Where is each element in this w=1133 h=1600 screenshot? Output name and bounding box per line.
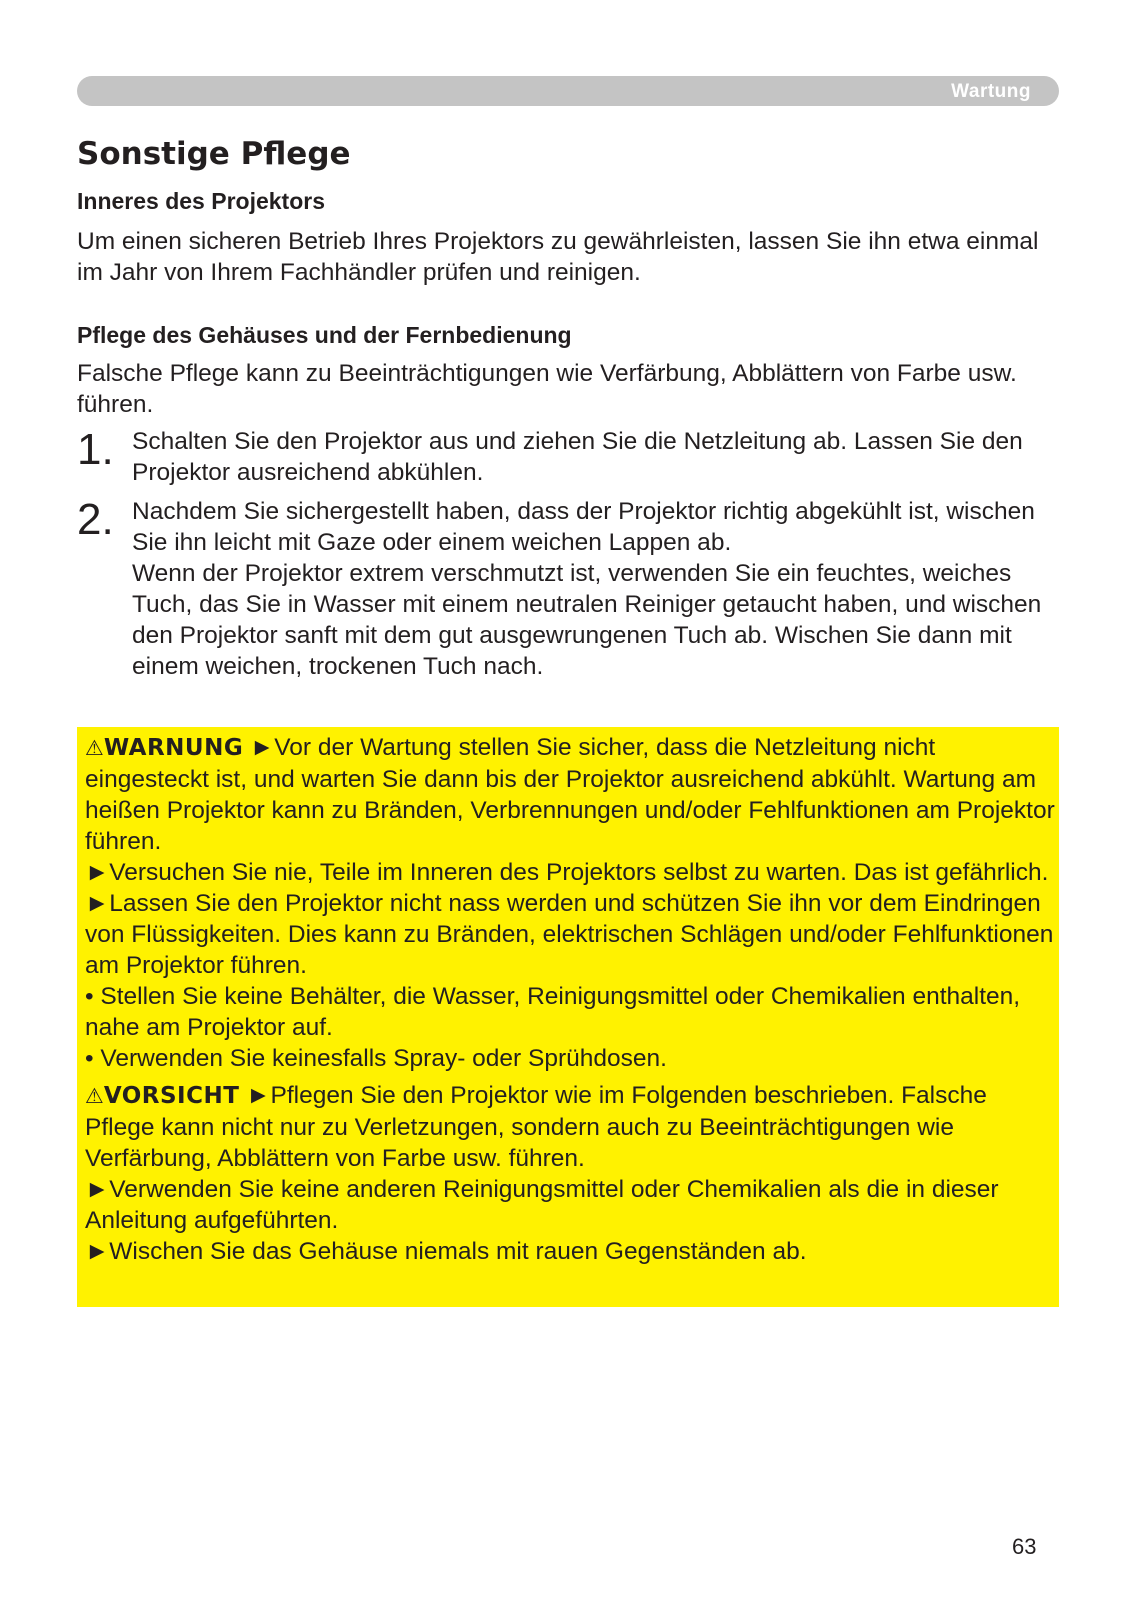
inner-paragraph: Um einen sicheren Betrieb Ihres Projektors zu gewährleisten, lassen Sie ihn etwa einmal im Jahr von Ihrem Fachhändler prüfen und reinigen. [77, 228, 1039, 286]
inner-heading: Inneres des Projektors [77, 188, 325, 214]
caution-label: VORSICHT [103, 1083, 240, 1109]
page-number: 63 [1012, 1534, 1037, 1559]
section-header-bar [77, 76, 1059, 106]
warning-box [77, 727, 1059, 1307]
caution-line: ►Verwenden Sie keine anderen Reinigungsmittel oder Chemikalien als die in dieser Anleitung aufgeführten. [85, 1176, 999, 1234]
caution-triangle-icon: ⚠ [85, 1085, 104, 1108]
step-text-continued: Wenn der Projektor extrem verschmutzt ist, verwenden Sie ein feuchtes, weiches Tuch, das Sie in Wasser mit einem neutralen Reiniger getaucht haben, und wischen den Projektor sanft mit dem gut ausgewrungenen Tuch ab. Wischen Sie dann mit einem weichen, trockenen Tuch nach. [132, 560, 1042, 680]
caution-line: ►Wischen Sie das Gehäuse niemals mit rauen Gegenständen ab. [85, 1238, 807, 1265]
housing-heading: Pflege des Gehäuses und der Fernbedienung [77, 322, 572, 348]
housing-paragraph: Falsche Pflege kann zu Beeinträchtigungen wie Verfärbung, Abblättern von Farbe usw. führen. [77, 360, 1017, 418]
warning-triangle-icon: ⚠ [85, 737, 104, 760]
step-text: Schalten Sie den Projektor aus und ziehen Sie die Netzleitung ab. Lassen Sie den Projektor ausreichend abkühlen. [132, 428, 1023, 486]
warning-line: ►Versuchen Sie nie, Teile im Inneren des Projektors selbst zu warten. Das ist gefährlich. [85, 859, 1049, 886]
warning-line: ►Lassen Sie den Projektor nicht nass werden und schützen Sie ihn vor dem Eindringen von Flüssigkeiten. Dies kann zu Bränden, elektrischen Schlägen und/oder Fehlfunktionen am Projektor führen. [85, 890, 1054, 979]
caution-line [85, 1080, 1060, 1174]
step-text: Nachdem Sie sichergestellt haben, dass der Projektor richtig abgekühlt ist, wischen Sie ihn leicht mit Gaze oder einem weichen Lappen ab. [132, 498, 1035, 556]
step-number: 1. [77, 425, 114, 474]
warning-text: ►Vor der Wartung stellen Sie sicher, dass die Netzleitung nicht eingesteckt ist, und warten Sie dann bis der Projektor ausreichend abkühlt. Wartung am heißen Projektor kann zu Bränden, Verbrennungen und/oder Fehlfunktionen am Projektor führen. [85, 734, 1055, 855]
warning-label: WARNUNG [103, 735, 244, 761]
section-label: Wartung [951, 81, 1031, 102]
step-2 [77, 496, 1067, 682]
step-number: 2. [77, 495, 114, 544]
caution-text: ►Pflegen Sie den Projektor wie im Folgenden beschrieben. Falsche Pflege kann nicht nur zu Verletzungen, sondern auch zu Beeinträchtigungen wie Verfärbung, Abblättern von Farbe usw. führen. [85, 1082, 987, 1172]
step-1 [77, 426, 1067, 488]
warning-line: • Verwenden Sie keinesfalls Spray- oder Sprühdosen. [85, 1045, 667, 1072]
warning-line [85, 732, 1060, 857]
warning-line: • Stellen Sie keine Behälter, die Wasser, Reinigungsmittel oder Chemikalien enthalten, nahe am Projektor auf. [85, 983, 1021, 1041]
page-title: Sonstige Pflege [77, 136, 351, 172]
